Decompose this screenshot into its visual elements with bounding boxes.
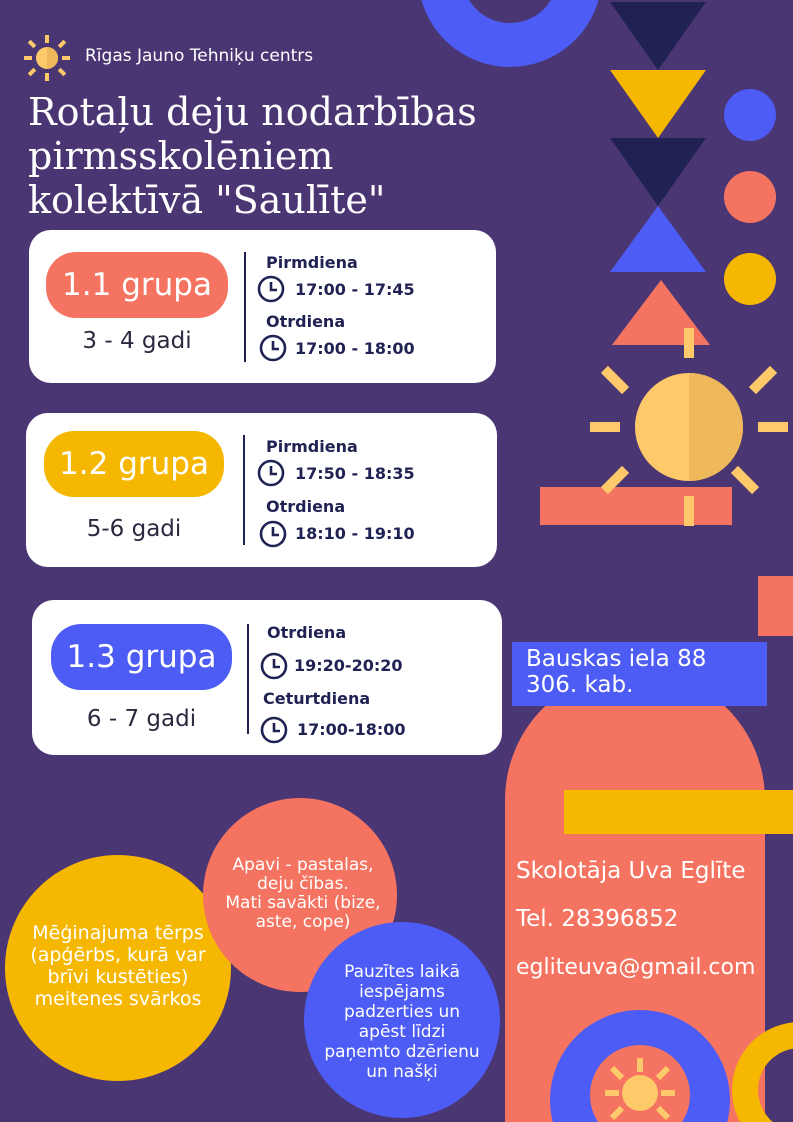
session-day: Otrdiena	[267, 623, 347, 642]
group-name-badge: 1.2 grupa	[44, 431, 224, 497]
teacher-name: Skolotāja Uva Eglīte	[516, 858, 746, 884]
card-divider	[244, 252, 246, 362]
navy-triangle-1	[610, 2, 706, 70]
clock-icon	[259, 520, 287, 548]
clock-icon	[257, 459, 285, 487]
group-age: 3 - 4 gadi	[82, 328, 192, 354]
session-time: 17:00 - 17:45	[295, 280, 415, 299]
session-day: Pirmdiena	[266, 253, 358, 272]
blue-triangle	[610, 206, 706, 272]
yellow-triangle	[610, 70, 706, 138]
top-blue-ring	[440, 0, 580, 45]
yellow-bar	[564, 790, 793, 834]
clock-icon	[260, 716, 288, 744]
session-time: 17:00-18:00	[297, 720, 406, 739]
email-address: egliteuva@gmail.com	[516, 955, 756, 980]
session-day: Otrdiena	[266, 312, 346, 331]
break-note: Pauzītes laikā iespējams padzerties un apēst līdzi paņemto dzērienu un našķi	[324, 962, 480, 1082]
yellow-dot	[724, 253, 776, 305]
session-day: Ceturtdiena	[263, 689, 371, 708]
group-age: 6 - 7 gadi	[86, 706, 197, 732]
phone-number: Tel. 28396852	[516, 906, 679, 932]
coral-triangle	[612, 280, 710, 345]
session-time: 18:10 - 19:10	[295, 524, 415, 543]
sun-icon	[22, 33, 72, 83]
address-box: Bauskas iela 88 306. kab.	[512, 642, 767, 706]
clock-icon	[259, 334, 287, 362]
group-name-badge: 1.1 grupa	[46, 252, 228, 318]
session-day: Pirmdiena	[266, 437, 358, 456]
group-age: 5-6 gadi	[86, 516, 182, 542]
session-time: 17:00 - 18:00	[295, 339, 415, 358]
clock-icon	[257, 275, 285, 303]
session-day: Otrdiena	[266, 497, 346, 516]
coral-square	[758, 576, 793, 636]
group-card-1	[29, 230, 496, 383]
clock-icon	[260, 652, 288, 680]
group-name-badge: 1.3 grupa	[51, 624, 232, 690]
session-time: 17:50 - 18:35	[295, 464, 415, 483]
coral-bar	[540, 487, 732, 525]
navy-triangle-2	[610, 138, 706, 206]
organization-name: Rīgas Jauno Tehniķu centrs	[85, 46, 314, 66]
blue-dot	[724, 89, 776, 141]
card-divider	[247, 624, 249, 734]
shoes-note: Apavi - pastalas, deju čības. Mati savākti (bize, aste, cope)	[225, 855, 381, 932]
page-title: Rotaļu deju nodarbības pirmsskolēniem kolektīvā "Saulīte"	[28, 90, 477, 222]
card-divider	[243, 435, 245, 545]
group-card-2	[26, 413, 497, 567]
coral-dot	[724, 171, 776, 223]
session-time: 19:20-20:20	[294, 656, 403, 675]
bottom-yellow-ring	[745, 1035, 793, 1122]
group-card-3	[32, 600, 502, 755]
attire-note: Mēģinajuma tērps (apģērbs, kurā var brīvi kustēties) meitenes svārkos	[30, 922, 206, 1010]
